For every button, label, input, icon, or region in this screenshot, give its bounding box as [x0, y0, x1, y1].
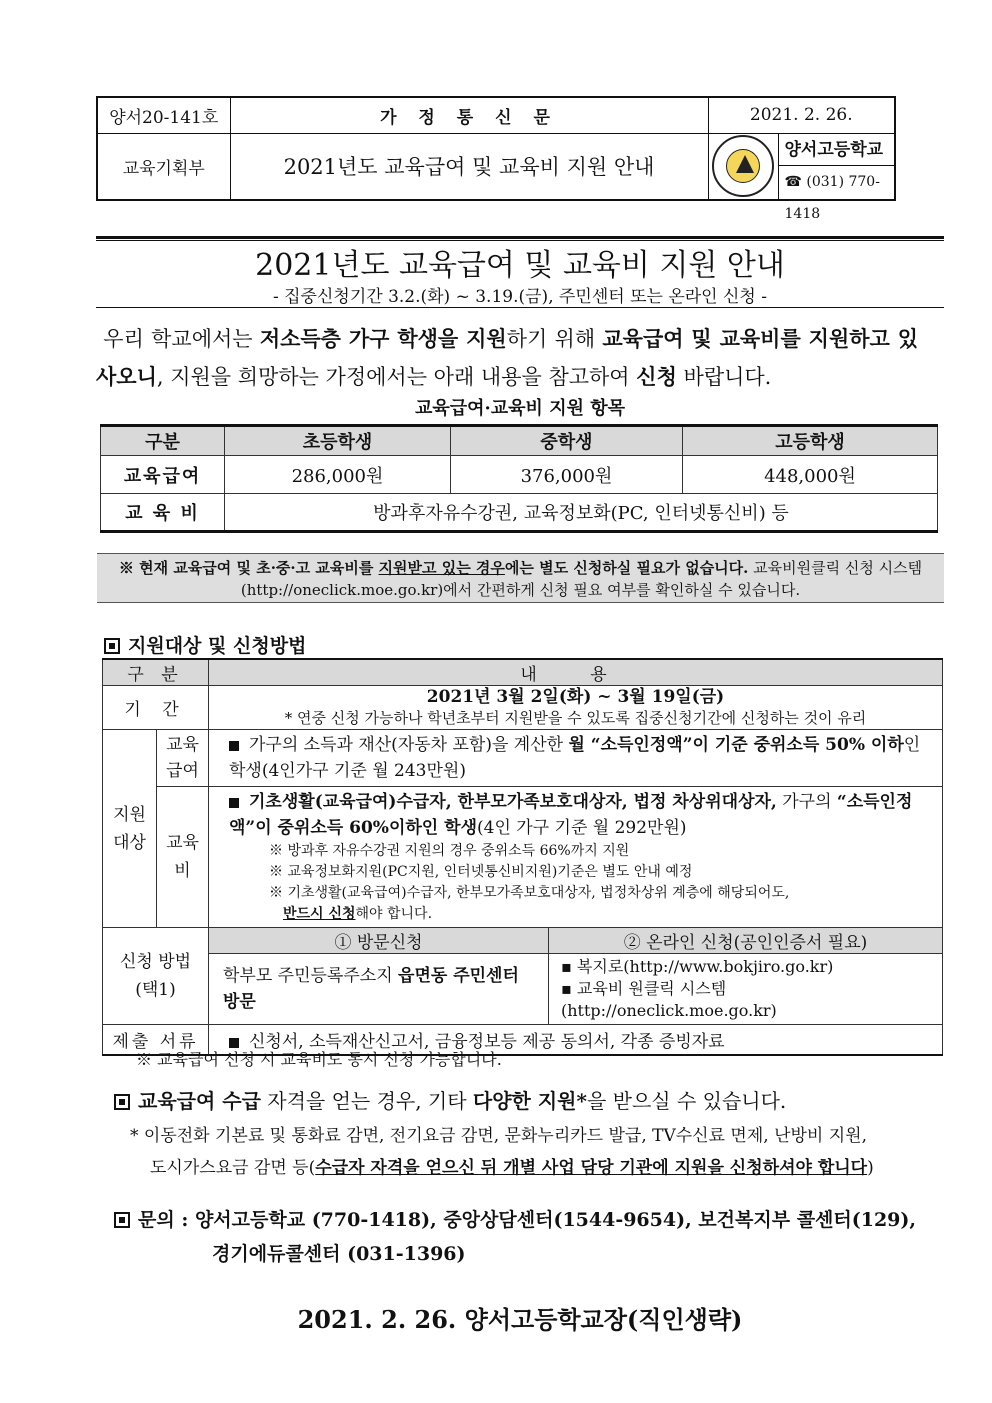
bullet-icon [229, 741, 239, 751]
square-bullet-icon [104, 638, 120, 654]
bullet-icon [229, 1038, 239, 1048]
title-rule-bottom [96, 307, 944, 308]
intro-paragraph: 우리 학교에서는 저소득층 가구 학생을 지원하기 위해 교육급여 및 교육비를 지원하고 있사오니, 지원을 희망하는 가정에서는 아래 내용을 참고하여 신청 바랍니다. [96, 326, 918, 389]
items-header-middle: 중학생 [451, 426, 683, 456]
method-label: 신청 방법 (택1) [103, 928, 209, 1025]
col-header-content: 내 용 [209, 659, 943, 686]
docs-label: 제출 서류 [103, 1025, 209, 1056]
notice-box: ※ 현재 교육급여 및 초·중·고 교육비를 지원받고 있는 경우에는 별도 신청하실 필요가 없습니다. 교육비원클릭 신청 시스템(http://oneclick.moe.go.kr)에서 간편하게 신청 필요 여부를 확인하실 수 있습니다. [97, 553, 944, 603]
benefits-note: * 이동전화 기본료 및 통화료 감면, 전기요금 감면, 문화누리카드 발급, TV수신료 면제, 난방비 지원, 도시가스요금 감면 등(수급자 자격을 얻으신 뒤 개별 사업 담당 기관에 지원을 신청하셔야 합니다) [130, 1126, 874, 1178]
period-note: * 연중 신청 가능하나 학년초부터 지원받을 수 있도록 집중신청기간에 신청하는 것이 유리 [284, 708, 867, 727]
online-method [549, 954, 943, 1025]
edu-cost-value: 방과후자유수강권, 교육정보화(PC, 인터넷통신비) 등 [225, 494, 938, 532]
col-header-category: 구 분 [103, 659, 209, 686]
edu-cost-note-1: ※ 방과후 자유수강권 지원의 경우 중위소득 66%까지 지원 [269, 843, 630, 859]
eligibility-table [102, 658, 943, 1056]
items-header-category: 구분 [101, 426, 225, 456]
bullet-icon [229, 798, 239, 808]
visit-header: ① 방문신청 [209, 928, 549, 954]
online-header: ② 온라인 신청(공인인증서 필요) [549, 928, 943, 954]
edu-cost-criteria: 기초생활(교육급여)수급자, 한부모가족보호대상자, 법정 차상위대상자, 가구의 “소득인정액”이 중위소득 60%이하인 학생(4인 가구 기준 월 292만원) ※ 방과후 자유수강권 지원의 경우 중위소득 66%까지 지원 ※ 교육정보화지원(PC지원, 인터넷통신비지원)기준은 별도 안내 예정 ※ 기초생활(교육급여)수급자, 한부모가족보호대상자, 법정차상위 계층에 해당되어도, 반드시 신청해야 합니다. [209, 787, 943, 928]
footer-signature: 2021. 2. 26. 양서고등학교장(직인생략) [297, 1305, 743, 1334]
edu-cost-note-3b: 반드시 신청해야 합니다. [283, 906, 433, 922]
target-label: 지원 대상 [103, 730, 157, 928]
section-eligibility-title: 지원대상 및 신청방법 [104, 631, 306, 658]
edu-pay-sublabel: 교육 급여 [157, 730, 209, 787]
doc-subject: 2021년도 교육급여 및 교육비 지원 안내 [230, 133, 708, 200]
edu-cost-note-2: ※ 교육정보화지원(PC지원, 인터넷통신비지원)기준은 별도 안내 예정 [269, 864, 693, 880]
row-edu-pay-label: 교육급여 [101, 456, 225, 494]
title-rule-top [96, 236, 944, 239]
doc-number: 양서20-141호 [97, 97, 230, 133]
main-subtitle: - 집중신청기간 3.2.(화) ~ 3.19.(금), 주민센터 또는 온라인 신청 - [272, 287, 767, 307]
square-bullet-icon [114, 1212, 130, 1228]
items-header-high: 고등학생 [683, 426, 938, 456]
edu-pay-elementary: 286,000원 [225, 456, 451, 494]
edu-cost-sublabel: 교육 비 [157, 787, 209, 928]
section-benefits-title: 교육급여 수급 자격을 얻는 경우, 기타 다양한 지원*을 받으실 수 있습니다. [114, 1085, 786, 1114]
items-title: 교육급여·교육비 지원 항목 [414, 398, 626, 419]
edu-cost-note-3: ※ 기초생활(교육급여)수급자, 한부모가족보호대상자, 법정차상위 계층에 해당되어도, [269, 885, 790, 901]
items-header-elementary: 초등학생 [225, 426, 451, 456]
contact-info: 문의 : 양서고등학교 (770-1418), 중앙상담센터(1544-9654), 보건복지부 콜센터(129), 경기에듀콜센터 (031-1396) [114, 1203, 916, 1271]
visit-method: 학부모 주민등록주소지 읍면동 주민센터 방문 [209, 954, 549, 1025]
edu-pay-criteria: 가구의 소득과 재산(자동차 포함)을 계산한 월 “소득인정액”이 기준 중위소득 50% 이하인 학생(4인가구 기준 월 243만원) [209, 730, 943, 787]
period-dates: 2021년 3월 2일(화) ~ 3월 19일(금) [426, 686, 725, 707]
main-title: 2021년도 교육급여 및 교육비 지원 안내 [255, 248, 785, 283]
school-name: 양서고등학교 [779, 134, 895, 166]
school-emblem-icon [712, 135, 774, 197]
department: 교육기획부 [97, 133, 230, 200]
edu-pay-middle: 376,000원 [451, 456, 683, 494]
header-box [96, 96, 896, 223]
edu-pay-high: 448,000원 [683, 456, 938, 494]
online-link-bokjiro[interactable]: ▪ 복지로(http://www.bokjiro.go.kr) [561, 957, 834, 976]
online-link-oneclick[interactable]: ▪ 교육비 원클릭 시스템 (http://oneclick.moe.go.kr) [561, 979, 777, 1020]
school-phone: ☎ (031) 770-1418 [784, 174, 880, 223]
edu-cost-simultaneous-note: ※ 교육급여 신청 시 교육비도 동시 신청 가능합니다. [136, 1050, 502, 1069]
period-label: 기 간 [103, 686, 209, 730]
square-bullet-icon [114, 1094, 130, 1110]
doc-title: 가 정 통 신 문 [230, 97, 708, 133]
support-items-table [100, 424, 938, 533]
row-edu-cost-label: 교 육 비 [101, 494, 225, 532]
school-logo [708, 133, 778, 200]
docs-required: 신청서, 소득재산신고서, 금융정보등 제공 동의서, 각종 증빙자료 [209, 1025, 943, 1056]
doc-date: 2021. 2. 26. [708, 97, 895, 133]
